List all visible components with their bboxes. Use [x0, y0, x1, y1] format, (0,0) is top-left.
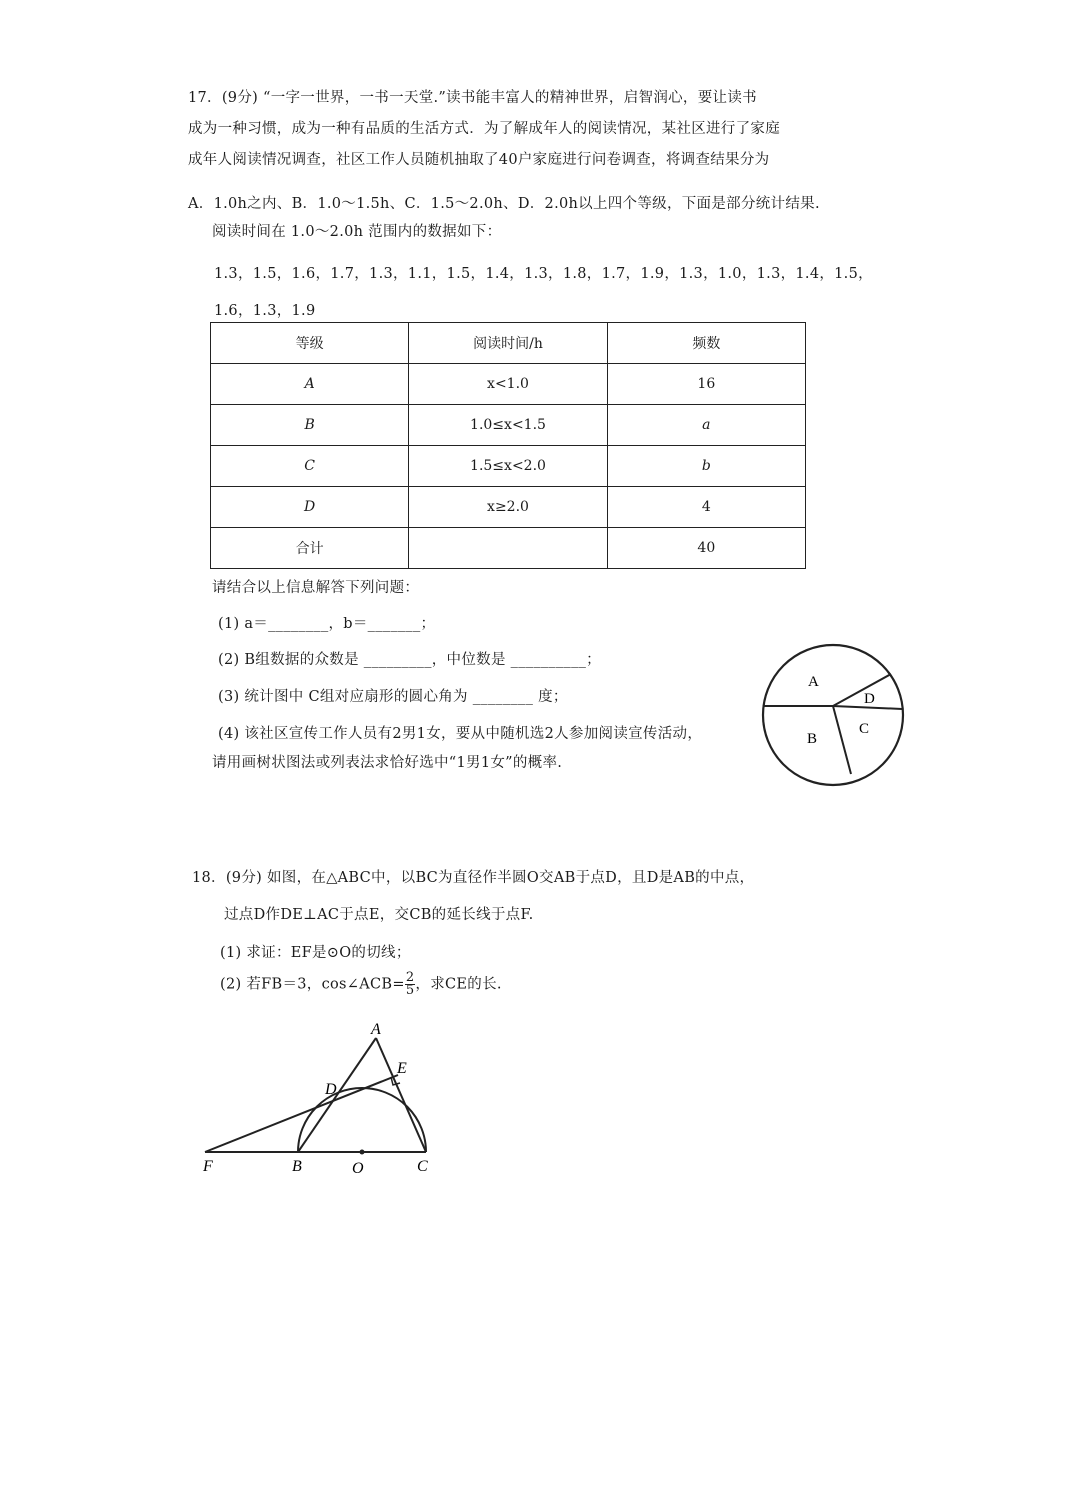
q17-data-line1: 1.3，1.5，1.6，1.7，1.3，1.1，1.5，1.4，1.3，1.8，1.7，1.9，1.3，1.0，1.3，1.4，1.5，	[214, 266, 873, 282]
q18-part1: (1) 求证：EF是⊙O的切线；	[220, 945, 411, 961]
fraction-numerator: 2	[405, 970, 415, 985]
geometry-figure	[195, 1015, 445, 1180]
table-header: 频数	[607, 323, 805, 364]
table-row	[211, 528, 806, 569]
table-cell	[409, 528, 607, 569]
table-row	[211, 446, 806, 487]
frequency-table	[210, 322, 806, 569]
table-cell: A	[211, 364, 409, 405]
table-cell: 1.5≤x<2.0	[409, 446, 607, 487]
label-f: F	[203, 1158, 213, 1175]
table-cell: 1.0≤x<1.5	[409, 405, 607, 446]
table-cell: 40	[607, 528, 805, 569]
pie-divider	[833, 706, 851, 774]
q17-part2: (2) B组数据的众数是 _________，中位数是 __________；	[218, 652, 601, 668]
q17-line3: 成年人阅读情况调查，社区工作人员随机抽取了40户家庭进行问卷调查，将调查结果分为	[188, 152, 770, 168]
label-b: B	[292, 1158, 302, 1175]
table-cell: x≥2.0	[409, 487, 607, 528]
table-header-row	[211, 323, 806, 364]
q18-line2: 过点D作DE⊥AC于点E，交CB的延长线于点F.	[224, 907, 534, 923]
table-row	[211, 364, 806, 405]
q17-prompt: 请结合以上信息解答下列问题：	[212, 580, 420, 596]
q18-part2-text: (2) 若FB＝3，cos∠ACB=	[220, 976, 405, 993]
line-fe	[205, 1075, 398, 1152]
q17-part1: (1) a＝________，b＝_______；	[218, 616, 436, 632]
table-header: 阅读时间/h	[409, 323, 607, 364]
q17-data-line2: 1.6，1.3，1.9	[214, 303, 316, 319]
pie-outline	[763, 645, 903, 785]
label-a: A	[371, 1021, 381, 1038]
table-row	[211, 487, 806, 528]
q17-part3: (3) 统计图中 C组对应扇形的圆心角为 ________ 度；	[218, 689, 568, 705]
pie-label-d: D	[864, 691, 875, 707]
label-c: C	[417, 1158, 428, 1175]
pie-divider	[833, 674, 891, 706]
q18-part2-tail: ，求CE的长.	[415, 976, 502, 993]
table-cell: C	[211, 446, 409, 487]
pie-label-c: C	[859, 721, 870, 737]
table-cell: 4	[607, 487, 805, 528]
table-header: 等级	[211, 323, 409, 364]
label-e: E	[397, 1060, 407, 1077]
q17-line2: 成为一种习惯，成为一种有品质的生活方式．为了解成年人的阅读情况，某社区进行了家庭	[188, 121, 780, 137]
table-cell: a	[607, 405, 805, 446]
q17-line4: A．1.0h之内、B．1.0～1.5h、C．1.5～2.0h、D．2.0h以上四个等级，下面是部分统计结果.	[188, 196, 820, 212]
fraction-denominator: 5	[405, 983, 415, 998]
table-cell: x<1.0	[409, 364, 607, 405]
q17-line5: 阅读时间在 1.0～2.0h 范围内的数据如下：	[212, 224, 502, 240]
semicircle-o	[298, 1088, 426, 1152]
table-cell: D	[211, 487, 409, 528]
q18-part2	[220, 972, 502, 997]
table-cell: B	[211, 405, 409, 446]
table-cell: 合计	[211, 528, 409, 569]
q17-part4b: 请用画树状图法或列表法求恰好选中“1男1女”的概率.	[212, 755, 563, 771]
q17-line1: 17．(9分) “一字一世界，一书一天堂.”读书能丰富人的精神世界，启智润心，要让读书	[188, 90, 757, 106]
q18-line1: 18．(9分) 如图，在△ABC中，以BC为直径作半圆O交AB于点D，且D是AB的中点，	[192, 870, 755, 886]
side-ac	[376, 1038, 426, 1152]
table-row	[211, 405, 806, 446]
label-d: D	[325, 1081, 337, 1098]
cos-fraction	[405, 972, 416, 997]
table-cell: b	[607, 446, 805, 487]
q17-part4a: (4) 该社区宣传工作人员有2男1女，要从中随机选2人参加阅读宣传活动，	[218, 726, 703, 742]
label-o: O	[352, 1160, 364, 1177]
table-cell: 16	[607, 364, 805, 405]
center-point	[360, 1150, 365, 1155]
side-ab	[298, 1038, 376, 1152]
pie-chart	[760, 642, 906, 788]
pie-label-a: A	[808, 674, 819, 690]
pie-label-b: B	[807, 731, 818, 747]
